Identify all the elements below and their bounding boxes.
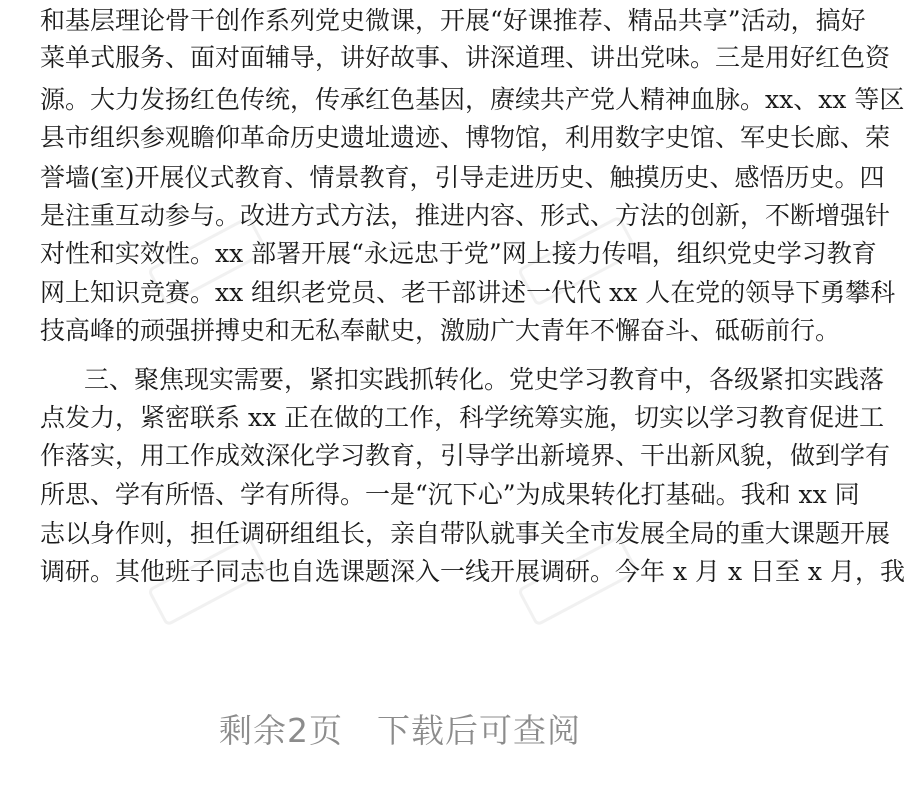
download-prompt[interactable]: [0, 705, 800, 752]
text-line: 所思、学有所悟、学有所得。一是“沉下心”为成果转化打基础。我和 xx 同: [40, 480, 860, 509]
download-to-view-text[interactable]: 下载后可查阅: [377, 711, 581, 750]
text-line: 和基层理论骨干创作系列党史微课，开展“好课推荐、精品共享”活动，搞好: [40, 6, 866, 35]
remaining-pages-text: 剩余2页: [219, 711, 343, 750]
text-line: 技高峰的顽强拼搏史和无私奉献史，激励广大青年不懈奋斗、砥砺前行。: [40, 316, 841, 345]
text-line: 菜单式服务、面对面辅导，讲好故事、讲深道理、讲出党味。三是用好红色资: [40, 43, 891, 72]
text-line: 作落实，用工作成效深化学习教育，引导学出新境界、干出新风貌，做到学有: [40, 441, 891, 470]
text-line: 是注重互动参与。改进方式方法，推进内容、形式、方法的创新，不断增强针: [40, 201, 891, 230]
text-line: 誉墙(室)开展仪式教育、情景教育，引导走进历史、触摸历史、感悟历史。四: [40, 163, 885, 192]
text-line: 网上知识竞赛。xx 组织老党员、老干部讲述一代代 xx 人在党的领导下勇攀科: [40, 278, 896, 307]
text-line: 三、聚焦现实需要，紧扣实践抓转化。党史学习教育中，各级紧扣实践落: [84, 365, 885, 394]
text-line: 县市组织参观瞻仰革命历史遗址遗迹、博物馆，利用数字史馆、军史长廊、荣: [40, 123, 891, 152]
text-line: 点发力，紧密联系 xx 正在做的工作，科学统筹实施，切实以学习教育促进工: [40, 403, 885, 432]
text-line: 对性和实效性。xx 部署开展“永远忠于党”网上接力传唱，组织党史学习教育: [40, 239, 877, 268]
text-line: 调研。其他班子同志也自选课题深入一线开展调研。今年 x 月 x 日至 x 月，我: [40, 557, 905, 586]
text-line: 源。大力发扬红色传统，传承红色基因，赓续共产党人精神血脉。xx、xx 等区: [40, 85, 905, 114]
text-line: 志以身作则，担任调研组组长，亲自带队就事关全市发展全局的重大课题开展: [40, 519, 891, 548]
